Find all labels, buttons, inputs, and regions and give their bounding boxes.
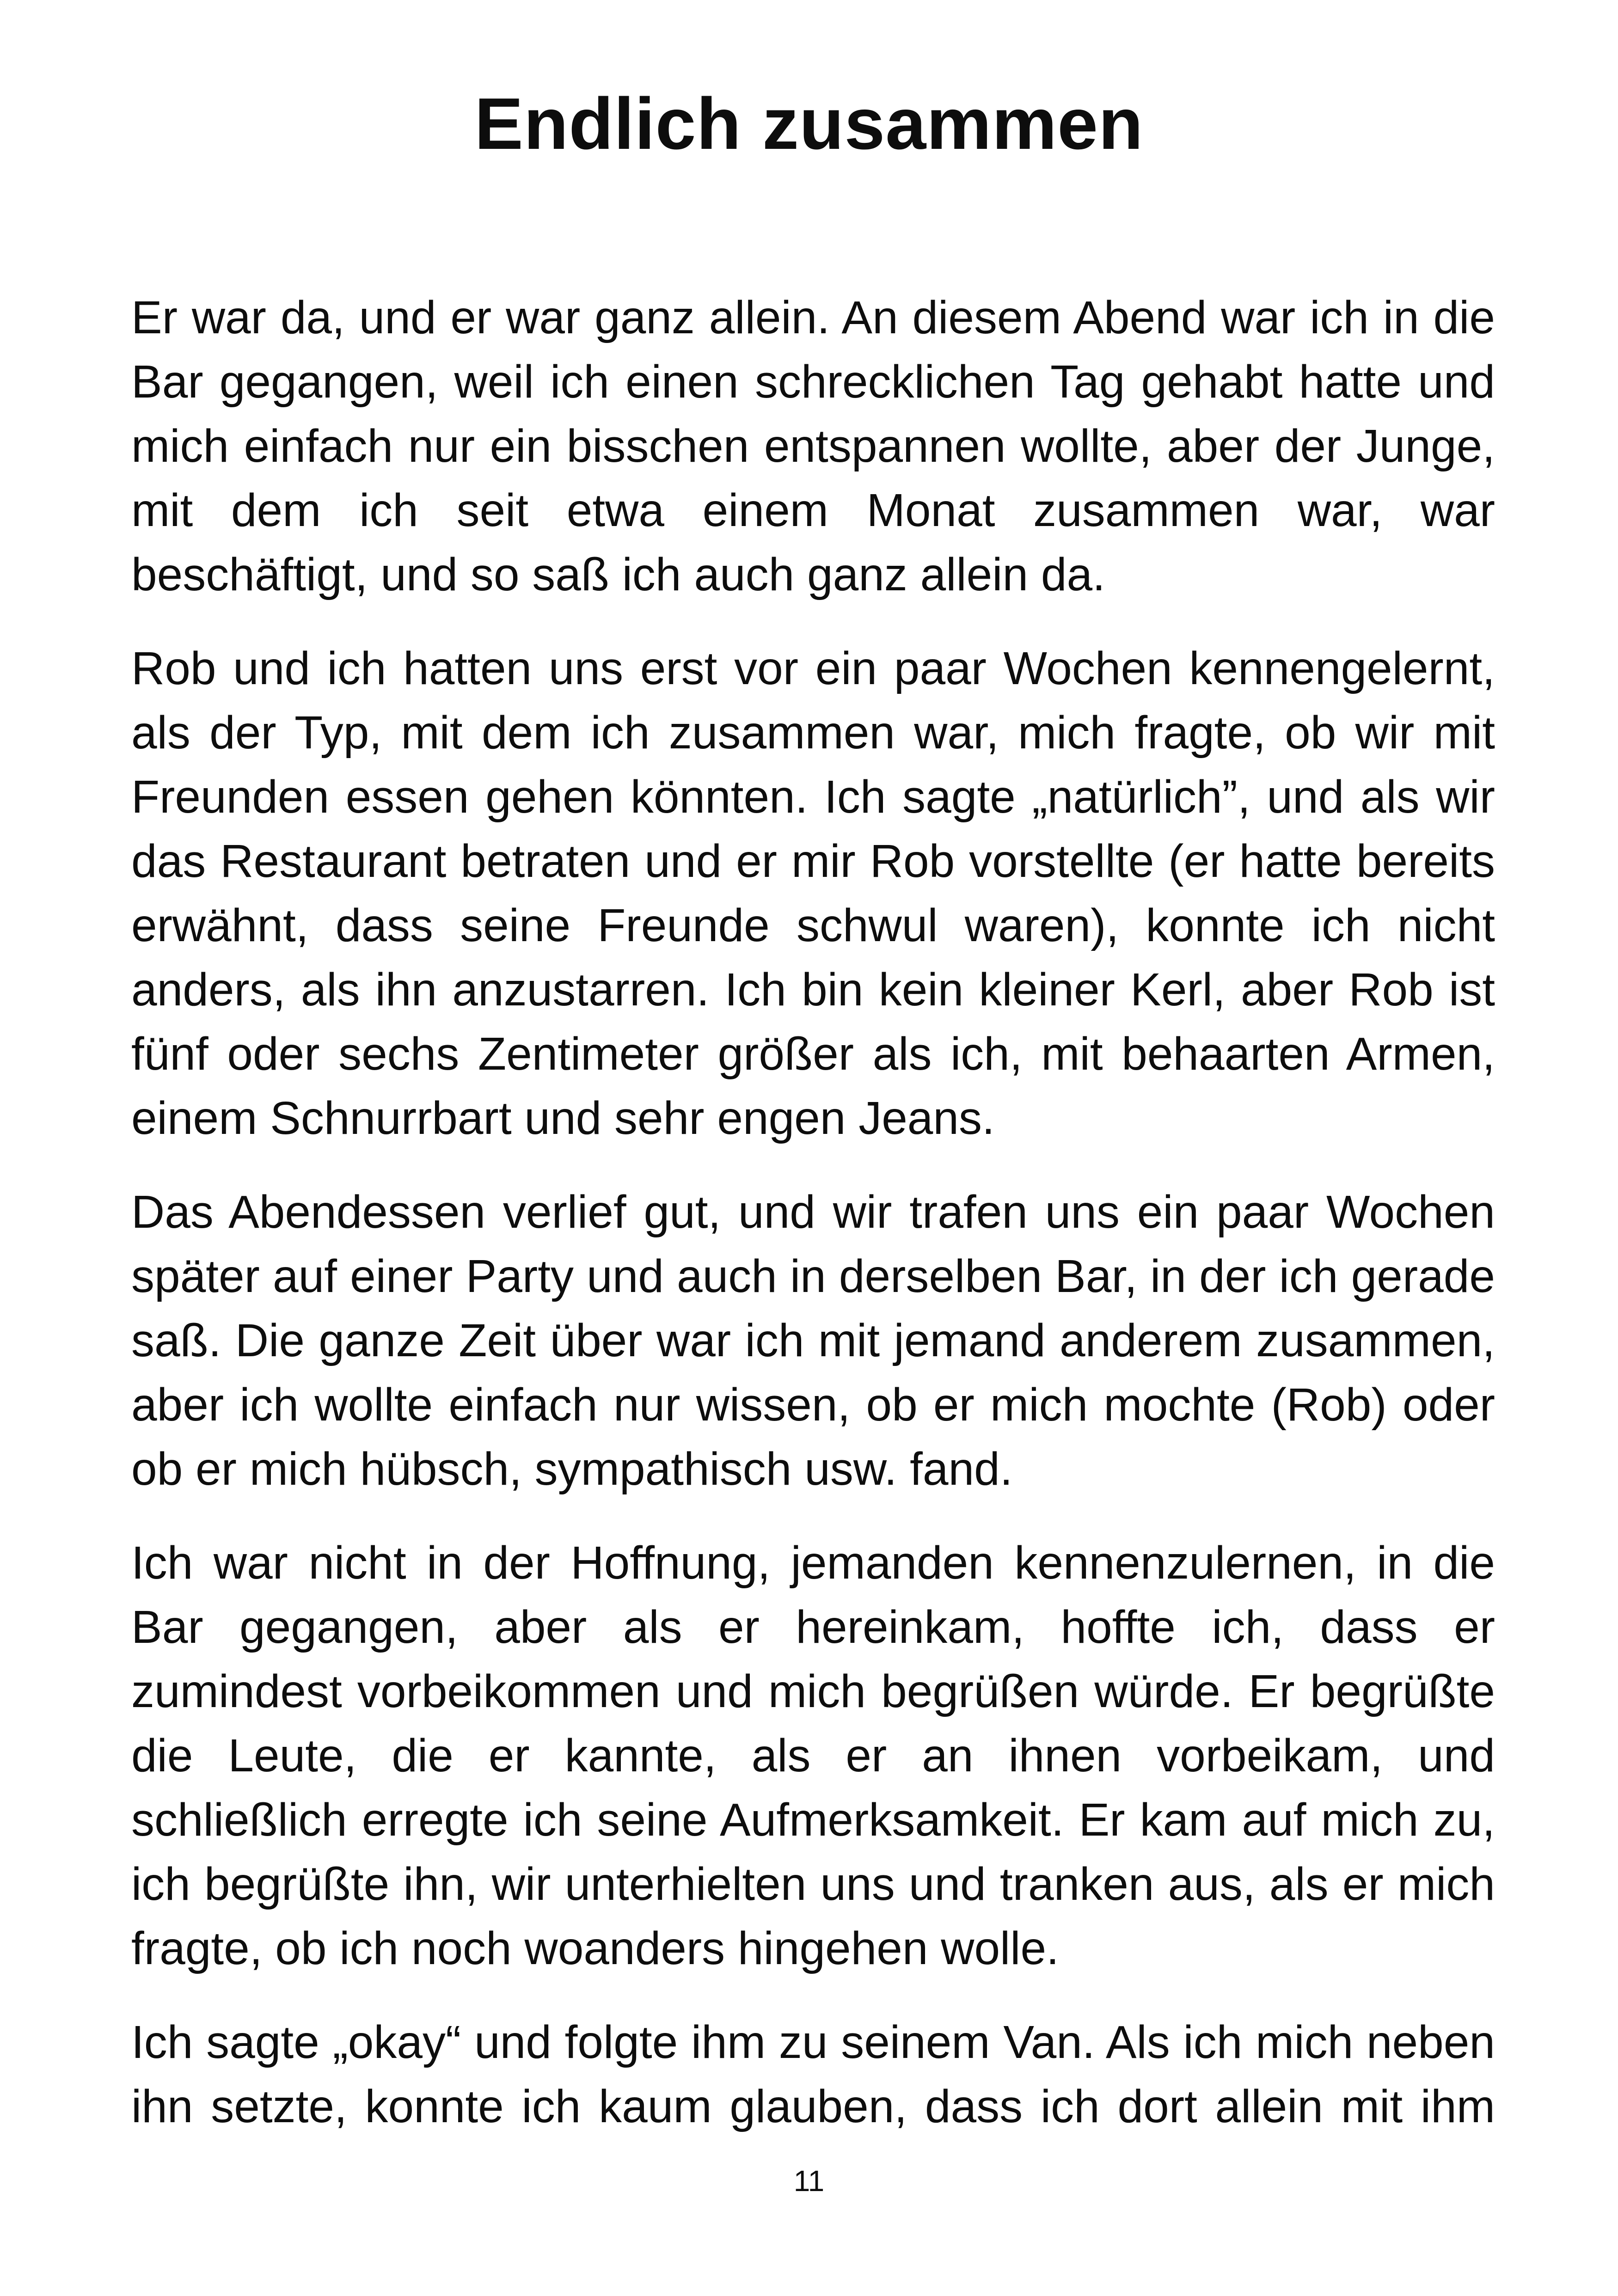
paragraph: Ich war nicht in der Hoffnung, jemanden kennenzulernen, in die Bar gegangen, aber als er hereinkam, hoffte ich, dass er zumindest vorbeikommen und mich begrüßen würde. Er begrüßte die Leute, die er kannte, als er an ihnen vorbeikam, und schließlich erregte ich seine Aufmerksamkeit. Er kam auf mich zu, ich begrüßte ihn, wir unterhielten uns und tranken aus, als er mich fragte, ob ich noch woanders hingehen wolle. — [131, 1537, 1495, 1974]
paragraph: Er war da, und er war ganz allein. An diesem Abend war ich in die Bar gegangen, weil ich einen schrecklichen Tag gehabt hatte und mich einfach nur ein bisschen entspannen wollte, aber der Junge, mit dem ich seit etwa einem Monat zusammen war, war beschäftigt, und so saß ich auch ganz allein da. — [131, 292, 1495, 600]
paragraph: Das Abendessen verlief gut, und wir trafen uns ein paar Wochen später auf einer Party und auch in derselben Bar, in der ich gerade saß. Die ganze Zeit über war ich mit jemand anderem zusammen, aber ich wollte einfach nur wissen, ob er mich mochte (Rob) oder ob er mich hübsch, sympathisch usw. fand. — [131, 1186, 1495, 1495]
page-number: 11 — [793, 2164, 825, 2198]
chapter-body — [131, 286, 1495, 2168]
chapter-title: Endlich zusammen — [474, 83, 1144, 165]
paragraph: Rob und ich hatten uns erst vor ein paar Wochen kennengelernt, als der Typ, mit dem ich zusammen war, mich fragte, ob wir mit Freunden essen gehen könnten. Ich sagte „natürlich”, und als wir das Restaurant betraten und er mir Rob vorstellte (er hatte bereits erwähnt, dass seine Freunde schwul waren), konnte ich nicht anders, als ihn anzustarren. Ich bin kein kleiner Kerl, aber Rob ist fünf oder sechs Zentimeter größer als ich, mit behaarten Armen, einem Schnurrbart und sehr engen Jeans. — [131, 643, 1495, 1144]
paragraph: Ich sagte „okay“ und folgte ihm zu seinem Van. Als ich mich neben ihn setzte, konnte ich kaum glauben, dass ich dort allein mit ihm — [131, 2016, 1495, 2132]
